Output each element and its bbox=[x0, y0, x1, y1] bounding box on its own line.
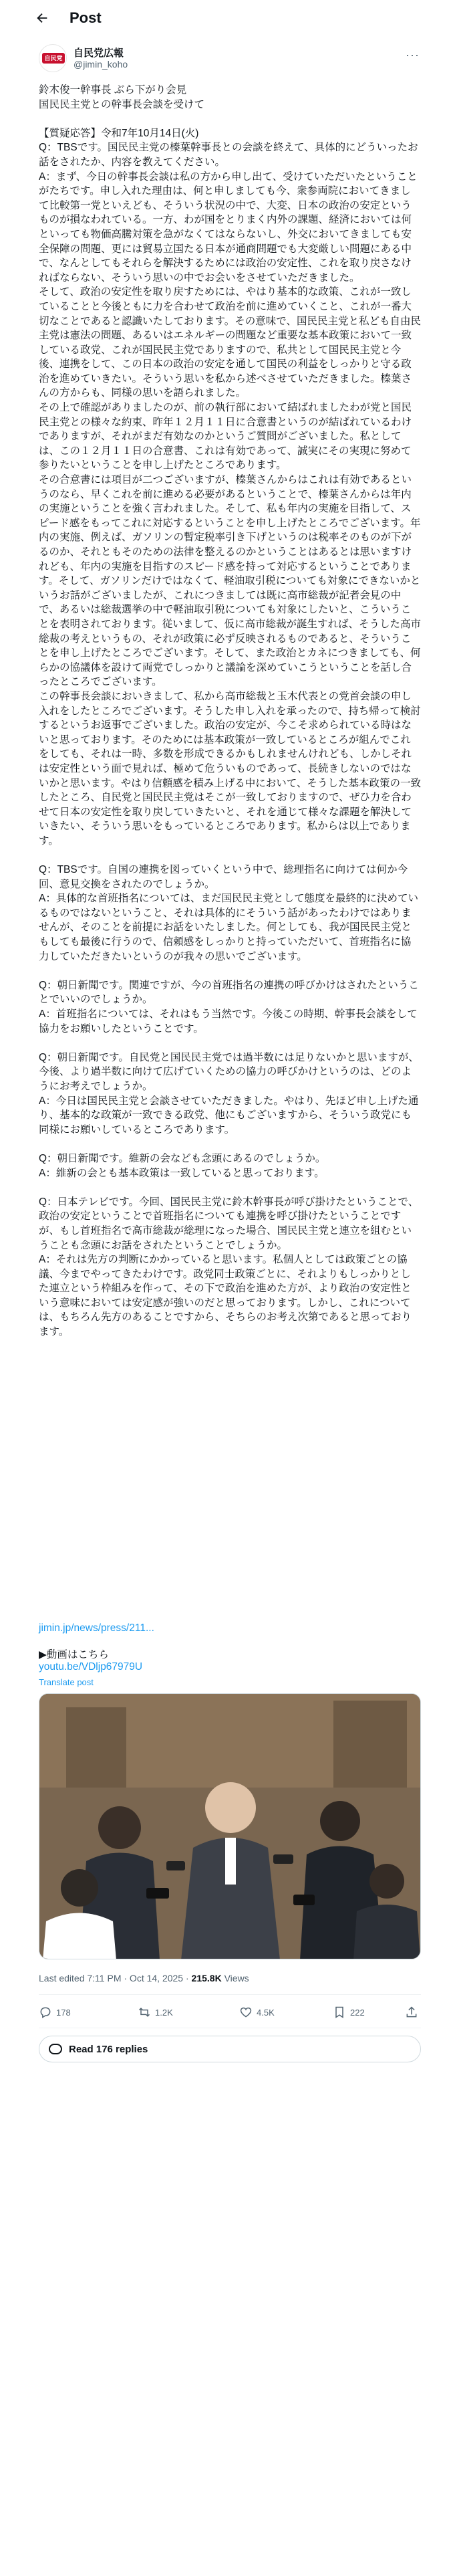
bookmark-count: 222 bbox=[350, 2007, 365, 2018]
divider bbox=[39, 1994, 421, 1995]
share-icon bbox=[405, 2006, 418, 2019]
action-bar bbox=[39, 2002, 421, 2022]
post-timestamp[interactable]: Last edited 7:11 PM · Oct 14, 2025 · bbox=[39, 1973, 192, 1983]
press-photo-illustration bbox=[39, 1694, 421, 1959]
repost-count: 1.2K bbox=[155, 2007, 173, 2018]
bookmark-button[interactable] bbox=[333, 2002, 365, 2022]
reply-count: 178 bbox=[56, 2007, 71, 2018]
top-bar bbox=[0, 0, 451, 39]
repost-icon bbox=[138, 2006, 151, 2019]
like-button[interactable] bbox=[239, 2002, 275, 2022]
back-arrow-icon[interactable] bbox=[35, 11, 52, 28]
like-count: 4.5K bbox=[257, 2007, 275, 2018]
more-options-icon[interactable]: ··· bbox=[406, 48, 420, 62]
views-count: 215.8K bbox=[191, 1973, 222, 1983]
repost-button[interactable] bbox=[138, 2002, 173, 2022]
speech-bubble-icon bbox=[49, 2044, 62, 2054]
avatar[interactable] bbox=[39, 44, 67, 72]
share-button[interactable] bbox=[405, 2002, 422, 2022]
views-label: Views bbox=[221, 1973, 249, 1983]
video-link[interactable]: youtu.be/VDljp67979U bbox=[39, 1661, 143, 1673]
reply-icon bbox=[39, 2006, 52, 2019]
read-replies-label: Read 176 replies bbox=[69, 2043, 148, 2055]
post-meta bbox=[39, 1973, 249, 1983]
translate-post-link[interactable]: Translate post bbox=[39, 1677, 94, 1687]
video-label: ▶動画はこちら bbox=[39, 1649, 109, 1660]
author-name[interactable]: 自民党広報 bbox=[73, 47, 124, 59]
author-block bbox=[39, 44, 420, 78]
press-link[interactable]: jimin.jp/news/press/211... bbox=[39, 1622, 154, 1634]
author-handle[interactable]: @jimin_koho bbox=[73, 59, 128, 70]
bookmark-icon bbox=[333, 2006, 346, 2019]
reply-button[interactable] bbox=[39, 2002, 71, 2022]
read-replies-button[interactable] bbox=[39, 2036, 421, 2062]
page-title: Post bbox=[69, 9, 102, 26]
party-logo: 自民党 bbox=[42, 53, 65, 64]
post-text: 鈴木俊一幹事長 ぶら下がり会見 国民民主党との幹事長会談を受けて 【質疑応答】令和7年10月14日(火) Q：TBSです。国民民主党の榛葉幹事長との会談を終えて、具体的にどういったお話をされたか、内容を教えてください。 A：まず、今日の幹事長会談は私の方から申し出て、受けていただいたということがたちです。申し入れた理由は、何と申しましても今、衆参両院においてきまして比較第一党といえども、そういう状況の中で、大変、日本の政治の安定というものが損なわれている。一方、わが国をとりまく内外の課題、経済においては何といっても物価高騰対策を急がなくてはならないし、外交においてきましても安全保障の問題、更には貿易立国たる日本が通商問題でも大変厳しい問題にある中で、なんとしてもそれらを解決するためには政治の安定性、これを取り戻さなければならない、そういう思いの中でお会いをさせていただきました。 そして、政治の安定性を取り戻すためには、やはり基本的な政策、これが一致していることと今後ともに力を合わせて政治を前に進めていくこと、これが一番大切なことであると認識いたしております。その意味で、国民民主党と私ども自由民主党は憲法の問題、あるいはエネルギーの問題など重要な基本政策において一致している政党、これが国民民主党でありますので、私共として国民民主党と今後、連携をして、この日本の政治の安定を通して国民の利益をしっかりと守る政治を進めていきたい。そういう思いを私から述べさせていただきました。榛葉さんの方からも、同様の思いを語られました。 その上で確認がありましたのが、前の執行部において結ばれましたわが党と国民民主党との様々な約束、昨年１２月１１日に合意書というのが結ばれているわけでありますが、それがまだ有効なのかというご質問がございました。私としては、この１２月１１日の合意書、これは有効であって、誠実にその実現に努めて参りたいということを申し上げたところであります。 その合意書には項目が二つございますが、榛葉さんからはこれは有効であるというのなら、早くこれを前に進める必要があるということで、榛葉さんからは年内の実施ということを強く言われました。そして、私も年内の実施を目指して、スピード感をもってこれに対応するということを申し上げたところでございます。年内の実施、例えば、ガソリンの暫定税率引き下げというのは税率そのものが下がるのか、それともそのための法律を整えるのかということはあるとは思いますけれども、年内の実施を目指すのスピード感を持って対応するということであります。そして、ガソリンだけではなくて、軽油取引税についても対象にできないかというお話がございましたが、これにつきましては既に高市総裁が記者会見の中で、あるいは総裁選挙の中で軽油取引税についても対象にしたいと、こういうことを表明されております。従いまして、仮に高市総裁が誕生すれば、そうした高市総裁の考えというもの、それが政策に必ず反映されるものであると、そういうことを申し上げたところでございます。そして、また政治とカネにつきましても、何らかの協議体を設けて両党でしっかりと議論を深めていこうということを話し合ったところでございます。 この幹事長会談においきまして、私から高市総裁と玉木代表との党首会談の申し入れをしたところでございます。そうした申し入れを承ったので、持ち帰って検討するというお返事でございました。政治の安定が、今こそ求められている時はないと思っております。そのためには基本政策が一致しているところが組んでこれをしても、それは一時、多数を形成できるかもしれませんけれども、しかしそれは安定性という面で見れば、極めて危ういものであって、長続きしないのではないかと思います。やはり信頼感を積み上げる中において、そうした基本政策の一致したところ、自民党と国民民主党はそこが一致しておりますので、ぜひ力を合わせて日本の安定性を取り戻していきたいと、それを通じて様々な課題を解決していきたい、そういう思いをもっているところであります。私からは以上であります。 Q：TBSです。自国の連携を図っていくという中で、総理指名に向けては何か今回、意見交換をされたのでしょうか。 A：具体的な首班指名については、まだ国民民主党として態度を最終的に決めているものではないということ、それは具体的にそういう話があったわけではありませんが、そのことを前提にお話をいたしました。何としても、我が国民民主党ともしても最後に行うので、信頼感をしっかりと持っていただいて、首班指名に協力していただきたいというのが我々の思いでございます。 Q：朝日新聞です。関連ですが、今の首班指名の連携の呼びかけはされたということでいいのでしょうか。 A：首班指名については、それはもう当然です。今後この時期、幹事長会談をして協力をお願いしたということです。 Q：朝日新聞です。自民党と国民民主党では過半数には足りないかと思いますが、今後、より過半数に向けて広げていくための協力の呼びかけというのは、どのようにお考えでしょうか。 A：今日は国民民主党と会談させていただきました。やはり、先ほど申し上げた通り、基本的な政策が一致できる政党、他にもございますから、そういう政党にも同様にお願いしているところであります。 Q：朝日新聞です。維新の会なども念頭にあるのでしょうか。 A：維新の会とも基本政策は一致していると思っております。 Q：日本テレビです。今回、国民民主党に鈴木幹事長が呼び掛けたということで、政治の安定ということで首班指名についても連携を呼び掛けたということですが、もし首班指名で高市総裁が総理になった場合、国民民主党と連立を組むということも念頭にお話をされたということでしょうか。 A：それは先方の判断にかかっていると思います。私個人としては政策ごとの協議、今までやってきたわけです。政党同士政策ごとに、それよりもしっかりとした連立という枠組みを作って、その下で政治を進めた方が、より政治の安定性という意味においては安定感が強いのだと思っております。しかし、これについては、もちろん先方のあることですから、そちらのお考え次第であると思っております。 bbox=[39, 84, 421, 1338]
press-photo[interactable] bbox=[39, 1693, 421, 1959]
heart-icon bbox=[239, 2006, 253, 2019]
